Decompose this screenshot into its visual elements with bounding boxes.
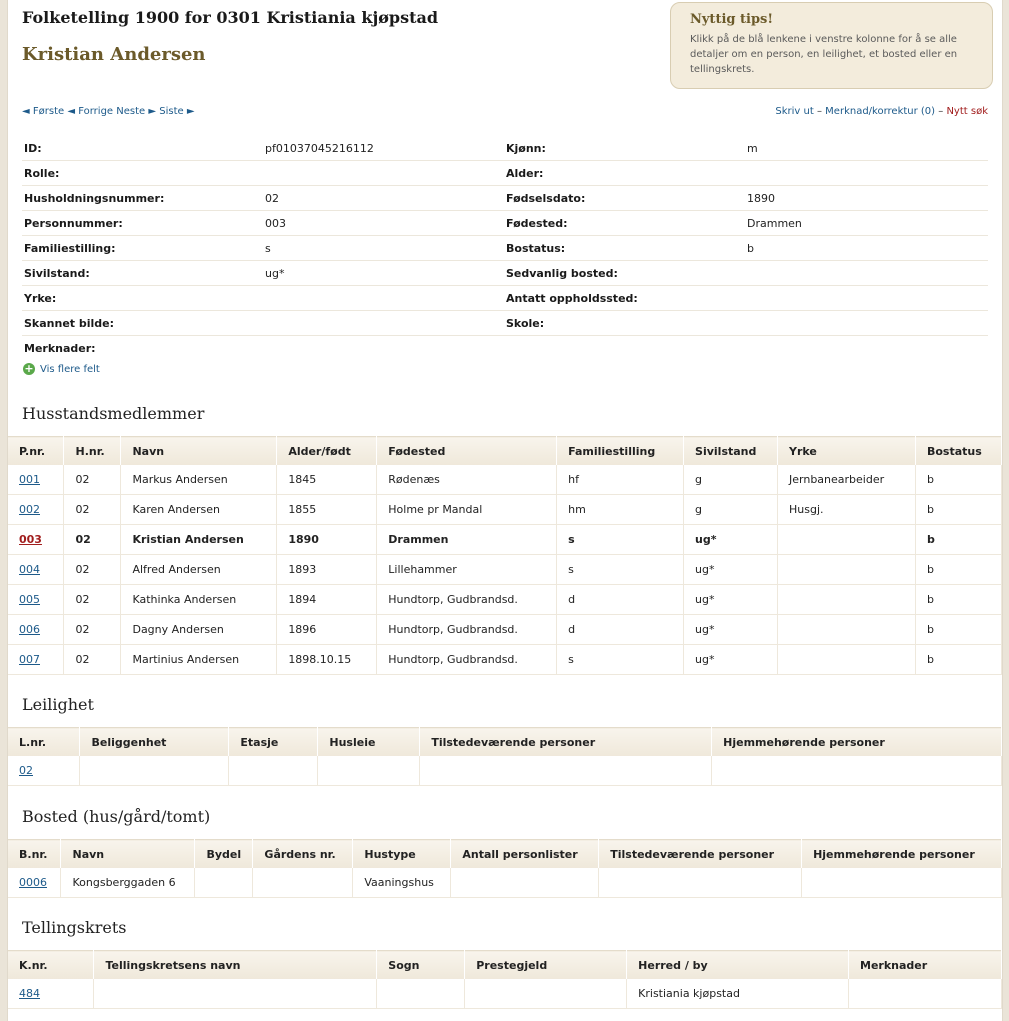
table-cell <box>451 868 599 898</box>
person-link[interactable]: 001 <box>19 473 40 486</box>
detail-label: Fødselsdato: <box>504 186 745 211</box>
table-cell <box>94 979 377 1009</box>
table-cell-fodested: Rødenæs <box>377 465 557 495</box>
action-separator: – <box>816 106 822 117</box>
table-cell <box>420 756 712 786</box>
table-cell-siv: ug* <box>684 615 778 645</box>
column-header: Hjemmehørende personer <box>712 728 1002 757</box>
detail-row <box>22 236 988 261</box>
table-cell-yrke <box>778 525 916 555</box>
column-header: Merknader <box>849 951 1002 980</box>
column-header: Gårdens nr. <box>253 840 353 869</box>
column-header: K.nr. <box>8 951 94 980</box>
detail-value <box>263 286 504 311</box>
apartment-link[interactable]: 02 <box>19 764 33 777</box>
district-title: Tellingskrets <box>22 918 127 937</box>
table-cell-bostatus: b <box>915 645 1001 675</box>
table-cell-alder: 1890 <box>277 525 377 555</box>
table-cell-fam: d <box>557 615 684 645</box>
column-header: Yrke <box>778 437 916 466</box>
table-cell-pnr <box>8 495 64 525</box>
table-cell-fodested: Holme pr Mandal <box>377 495 557 525</box>
table-cell-hnr: 02 <box>64 615 121 645</box>
table-cell-fam: s <box>557 645 684 675</box>
column-header: Fødested <box>377 437 557 466</box>
table-cell-yrke <box>778 585 916 615</box>
first-label: Første <box>32 106 65 117</box>
column-header: Sogn <box>377 951 465 980</box>
table-cell: Kongsberggaden 6 <box>61 868 195 898</box>
table-cell-hnr: 02 <box>64 555 121 585</box>
detail-value <box>745 336 988 361</box>
table-row <box>8 645 1002 675</box>
table-cell-alder: 1896 <box>277 615 377 645</box>
table-cell-siv: ug* <box>684 555 778 585</box>
table-cell-pnr <box>8 585 64 615</box>
print-link[interactable]: Skriv ut <box>775 106 814 117</box>
household-title: Husstandsmedlemmer <box>22 404 205 423</box>
residence-table <box>8 839 1002 898</box>
table-cell-fodested: Drammen <box>377 525 557 555</box>
table-cell <box>253 868 353 898</box>
table-cell-pnr <box>8 555 64 585</box>
table-row <box>8 868 1002 898</box>
table-cell-yrke <box>778 615 916 645</box>
detail-value: s <box>263 236 504 261</box>
detail-label: Alder: <box>504 161 745 186</box>
arrow-left-icon: ◄ <box>67 106 76 117</box>
district-link[interactable]: 484 <box>19 987 40 1000</box>
column-header: Husleie <box>318 728 420 757</box>
detail-label: Sivilstand: <box>22 261 263 286</box>
person-link[interactable]: 004 <box>19 563 40 576</box>
last-link[interactable] <box>159 106 194 117</box>
table-cell-siv: ug* <box>684 645 778 675</box>
household-table <box>8 436 1002 675</box>
table-cell <box>849 979 1002 1009</box>
table-row <box>8 555 1002 585</box>
detail-row <box>22 211 988 236</box>
table-cell-alder: 1898.10.15 <box>277 645 377 675</box>
detail-row <box>22 161 988 186</box>
detail-label: Bostatus: <box>504 236 745 261</box>
column-header: Tilstedeværende personer <box>420 728 712 757</box>
detail-value <box>263 311 504 336</box>
arrow-right-icon: ► <box>148 106 157 117</box>
residence-title: Bosted (hus/gård/tomt) <box>22 807 211 826</box>
detail-value: b <box>745 236 988 261</box>
arrow-left-icon: ◄ <box>22 106 30 117</box>
detail-value <box>263 336 504 361</box>
table-cell-navn: Alfred Andersen <box>121 555 277 585</box>
person-name: Kristian Andersen <box>22 44 206 65</box>
detail-label: Antatt oppholdssted: <box>504 286 745 311</box>
table-cell-bostatus: b <box>915 615 1001 645</box>
table-cell-bostatus: b <box>915 585 1001 615</box>
table-cell <box>712 756 1002 786</box>
table-cell-fodested: Hundtorp, Gudbrandsd. <box>377 585 557 615</box>
table-cell <box>465 979 627 1009</box>
table-cell-siv: ug* <box>684 525 778 555</box>
person-details-table <box>22 136 988 360</box>
apartment-table <box>8 727 1002 786</box>
table-cell <box>377 979 465 1009</box>
page-actions <box>775 106 988 117</box>
table-row <box>8 585 1002 615</box>
table-cell-siv: g <box>684 495 778 525</box>
table-cell-bostatus: b <box>915 495 1001 525</box>
residence-link[interactable]: 0006 <box>19 876 47 889</box>
table-cell-fodested: Hundtorp, Gudbrandsd. <box>377 645 557 675</box>
column-header: Navn <box>61 840 195 869</box>
table-cell-fodested: Hundtorp, Gudbrandsd. <box>377 615 557 645</box>
table-cell-navn: Markus Andersen <box>121 465 277 495</box>
table-cell <box>802 868 1002 898</box>
apartment-title: Leilighet <box>22 695 94 714</box>
table-cell-fam: hf <box>557 465 684 495</box>
detail-value <box>745 161 988 186</box>
table-row <box>8 756 1002 786</box>
table-cell-yrke <box>778 645 916 675</box>
detail-label: Skole: <box>504 311 745 336</box>
table-cell <box>80 756 229 786</box>
table-cell: Vaaningshus <box>353 868 451 898</box>
column-header: Herred / by <box>627 951 849 980</box>
column-header: Alder/født <box>277 437 377 466</box>
detail-value <box>745 261 988 286</box>
detail-label: Rolle: <box>22 161 263 186</box>
table-cell-hnr: 02 <box>64 645 121 675</box>
last-label: Siste <box>159 106 184 117</box>
tips-title: Nyttig tips! <box>690 12 774 27</box>
person-link[interactable]: 003 <box>19 533 42 546</box>
table-cell <box>318 756 420 786</box>
table-row <box>8 979 1002 1009</box>
table-cell-yrke: Husgj. <box>778 495 916 525</box>
detail-row <box>22 311 988 336</box>
detail-row <box>22 186 988 211</box>
column-header: Tilstedeværende personer <box>599 840 802 869</box>
table-cell-hnr: 02 <box>64 525 121 555</box>
table-cell <box>195 868 253 898</box>
detail-label: ID: <box>22 136 263 161</box>
table-cell-fodested: Lillehammer <box>377 555 557 585</box>
table-cell <box>599 868 802 898</box>
detail-label: Merknader: <box>24 341 96 355</box>
detail-row <box>22 136 988 161</box>
next-link[interactable] <box>116 106 156 117</box>
table-cell-navn: Karen Andersen <box>121 495 277 525</box>
table-cell-alder: 1893 <box>277 555 377 585</box>
table-cell-bostatus: b <box>915 555 1001 585</box>
person-link[interactable]: 006 <box>19 623 40 636</box>
detail-value: Drammen <box>745 211 988 236</box>
table-row <box>8 615 1002 645</box>
column-header: Antall personlister <box>451 840 599 869</box>
tips-box <box>670 2 993 89</box>
table-row <box>8 465 1002 495</box>
table-cell-navn: Kristian Andersen <box>121 525 277 555</box>
column-header: Tellingskretsens navn <box>94 951 377 980</box>
table-cell-alder: 1894 <box>277 585 377 615</box>
show-more-fields-link[interactable] <box>23 363 100 375</box>
table-cell-fam: d <box>557 585 684 615</box>
table-cell-alder: 1845 <box>277 465 377 495</box>
detail-label: Fødested: <box>504 211 745 236</box>
action-separator: – <box>938 106 944 117</box>
table-cell-bostatus: b <box>915 465 1001 495</box>
table-cell-siv: g <box>684 465 778 495</box>
arrow-right-icon: ► <box>186 106 195 117</box>
detail-value: pf01037045216112 <box>263 136 504 161</box>
detail-value <box>745 311 988 336</box>
column-header: Bostatus <box>915 437 1001 466</box>
detail-value: 003 <box>263 211 504 236</box>
table-cell-alder: 1855 <box>277 495 377 525</box>
page-title: Folketelling 1900 for 0301 Kristiania kjøpstad <box>22 8 439 27</box>
detail-label: Skannet bilde: <box>22 311 263 336</box>
table-cell-siv: ug* <box>684 585 778 615</box>
tips-text: Klikk på de blå lenkene i venstre kolonne for å se alle detaljer om en person, en leilighet, et bosted eller en tellingskrets. <box>690 34 958 75</box>
table-cell-navn: Dagny Andersen <box>121 615 277 645</box>
detail-label: Kjønn: <box>504 136 745 161</box>
detail-value: 1890 <box>745 186 988 211</box>
table-cell-navn: Martinius Andersen <box>121 645 277 675</box>
table-cell <box>8 868 61 898</box>
column-header: Prestegjeld <box>465 951 627 980</box>
first-link[interactable] <box>22 106 64 117</box>
table-cell-yrke <box>778 555 916 585</box>
column-header: Etasje <box>229 728 318 757</box>
table-cell-pnr <box>8 615 64 645</box>
detail-value <box>745 286 988 311</box>
table-cell-pnr <box>8 525 64 555</box>
comment-link[interactable]: Merknad/korrektur (0) <box>825 106 936 117</box>
column-header: Familiestilling <box>557 437 684 466</box>
column-header: B.nr. <box>8 840 61 869</box>
table-cell-hnr: 02 <box>64 495 121 525</box>
detail-label: Yrke: <box>22 286 263 311</box>
detail-label: Personnummer: <box>22 211 263 236</box>
detail-value: m <box>745 136 988 161</box>
column-header: Navn <box>121 437 277 466</box>
record-navigation <box>22 106 195 117</box>
person-link[interactable]: 002 <box>19 503 40 516</box>
table-cell-navn: Kathinka Andersen <box>121 585 277 615</box>
table-cell-pnr <box>8 645 64 675</box>
column-header: H.nr. <box>64 437 121 466</box>
census-page <box>7 0 1003 1021</box>
detail-row <box>22 261 988 286</box>
detail-row <box>22 286 988 311</box>
previous-link[interactable] <box>67 106 113 117</box>
table-row <box>8 525 1002 555</box>
column-header: L.nr. <box>8 728 80 757</box>
table-cell-hnr: 02 <box>64 465 121 495</box>
detail-label <box>504 336 745 361</box>
detail-label: Sedvanlig bosted: <box>504 261 745 286</box>
table-row <box>8 495 1002 525</box>
table-cell-fam: hm <box>557 495 684 525</box>
column-header: Hjemmehørende personer <box>802 840 1002 869</box>
table-cell <box>8 979 94 1009</box>
plus-icon: + <box>24 362 34 375</box>
table-cell <box>8 756 80 786</box>
new-search-link[interactable]: Nytt søk <box>946 106 988 117</box>
detail-row <box>22 336 988 361</box>
column-header: P.nr. <box>8 437 64 466</box>
district-table <box>8 950 1002 1009</box>
detail-value <box>263 161 504 186</box>
table-cell-pnr <box>8 465 64 495</box>
column-header: Sivilstand <box>684 437 778 466</box>
detail-value: 02 <box>263 186 504 211</box>
table-cell <box>229 756 318 786</box>
show-more-fields-label: Vis flere felt <box>40 363 100 375</box>
table-cell-hnr: 02 <box>64 585 121 615</box>
person-link[interactable]: 005 <box>19 593 40 606</box>
column-header: Beliggenhet <box>80 728 229 757</box>
column-header: Hustype <box>353 840 451 869</box>
column-header: Bydel <box>195 840 253 869</box>
table-cell-bostatus: b <box>915 525 1001 555</box>
detail-value: ug* <box>263 261 504 286</box>
detail-label: Husholdningsnummer: <box>22 186 263 211</box>
person-link[interactable]: 007 <box>19 653 40 666</box>
table-cell-yrke: Jernbanearbeider <box>778 465 916 495</box>
table-cell: Kristiania kjøpstad <box>627 979 849 1009</box>
table-cell-fam: s <box>557 525 684 555</box>
detail-label: Familiestilling: <box>22 236 263 261</box>
previous-label: Forrige <box>78 106 114 117</box>
table-cell-fam: s <box>557 555 684 585</box>
next-label: Neste <box>116 106 146 117</box>
